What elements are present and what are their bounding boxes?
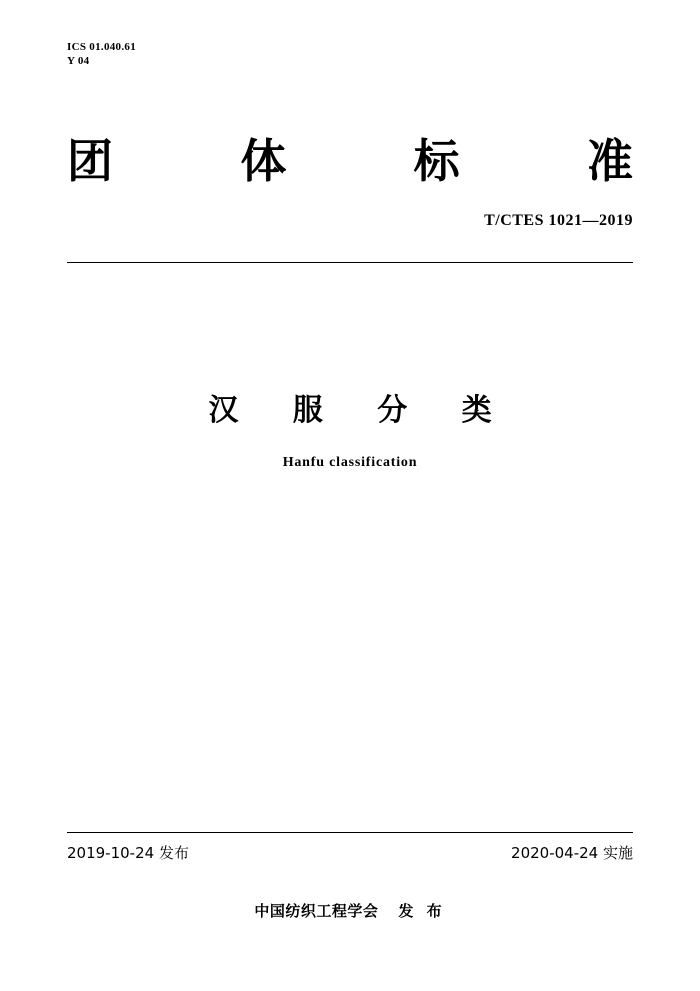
footer-dates	[67, 842, 633, 864]
ics-classification-block	[67, 40, 136, 68]
standard-type-char-4: 准	[586, 134, 633, 188]
standard-type-char-1: 团	[67, 134, 113, 188]
standard-type-title	[67, 135, 633, 187]
issuing-organization	[67, 900, 633, 921]
issuer-action: 发 布	[398, 902, 446, 920]
standard-type-char-2: 体	[240, 134, 287, 188]
ics-code: ICS 01.040.61	[67, 41, 136, 53]
ccs-code: Y 04	[67, 55, 90, 67]
header-divider	[67, 262, 633, 263]
issuer-name: 中国纺织工程学会	[254, 902, 379, 920]
issue-date: 2019-10-24 发布	[67, 844, 189, 862]
document-title-chinese: 汉 服 分 类	[208, 393, 514, 428]
implementation-date: 2020-04-24 实施	[511, 844, 633, 862]
standard-type-char-3: 标	[413, 134, 460, 188]
document-title-english: Hanfu classification	[282, 455, 418, 470]
standard-number: T/CTES 1021—2019	[484, 212, 633, 229]
footer-divider	[67, 832, 633, 833]
